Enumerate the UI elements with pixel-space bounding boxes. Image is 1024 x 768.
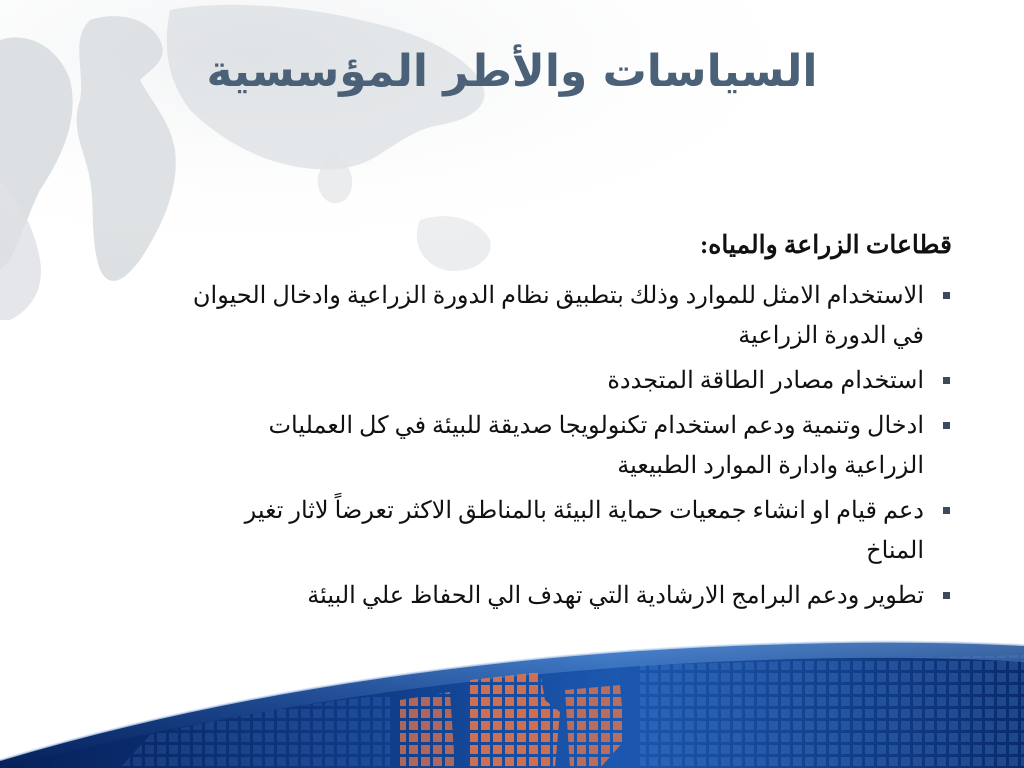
bullet-text: الاستخدام الامثل للموارد وذلك بتطبيق نظام الدورة الزراعية وادخال الحيوان في الدورة الزراعية — [192, 283, 924, 349]
bullet-item — [192, 406, 952, 486]
section-heading: قطاعات الزراعة والمياه: — [699, 232, 952, 259]
bullet-text: تطوير ودعم البرامج الارشادية التي تهدف الي الحفاظ علي البيئة — [307, 583, 924, 609]
slide-title: السياسات والأطر المؤسسية — [206, 46, 818, 97]
square-bullet-icon — [943, 507, 950, 514]
bullet-item — [192, 361, 952, 401]
square-bullet-icon — [943, 422, 950, 429]
bullet-text: ادخال وتنمية ودعم استخدام تكنولويجا صديقة للبيئة في كل العمليات الزراعية وادارة الموارد الطبيعية — [268, 413, 924, 479]
bullet-item — [192, 491, 952, 571]
square-bullet-icon — [943, 292, 950, 299]
bullet-item — [192, 276, 952, 356]
square-bullet-icon — [943, 592, 950, 599]
slide-content — [192, 226, 952, 621]
bullet-text: دعم قيام او انشاء جمعيات حماية البيئة بالمناطق الاكثر تعرضاً لاثار تغير المناخ — [244, 498, 924, 564]
square-bullet-icon — [943, 377, 950, 384]
bullet-text: استخدام مصادر الطاقة المتجددة — [607, 368, 924, 394]
bullet-item — [192, 576, 952, 616]
bullet-list — [192, 276, 952, 616]
